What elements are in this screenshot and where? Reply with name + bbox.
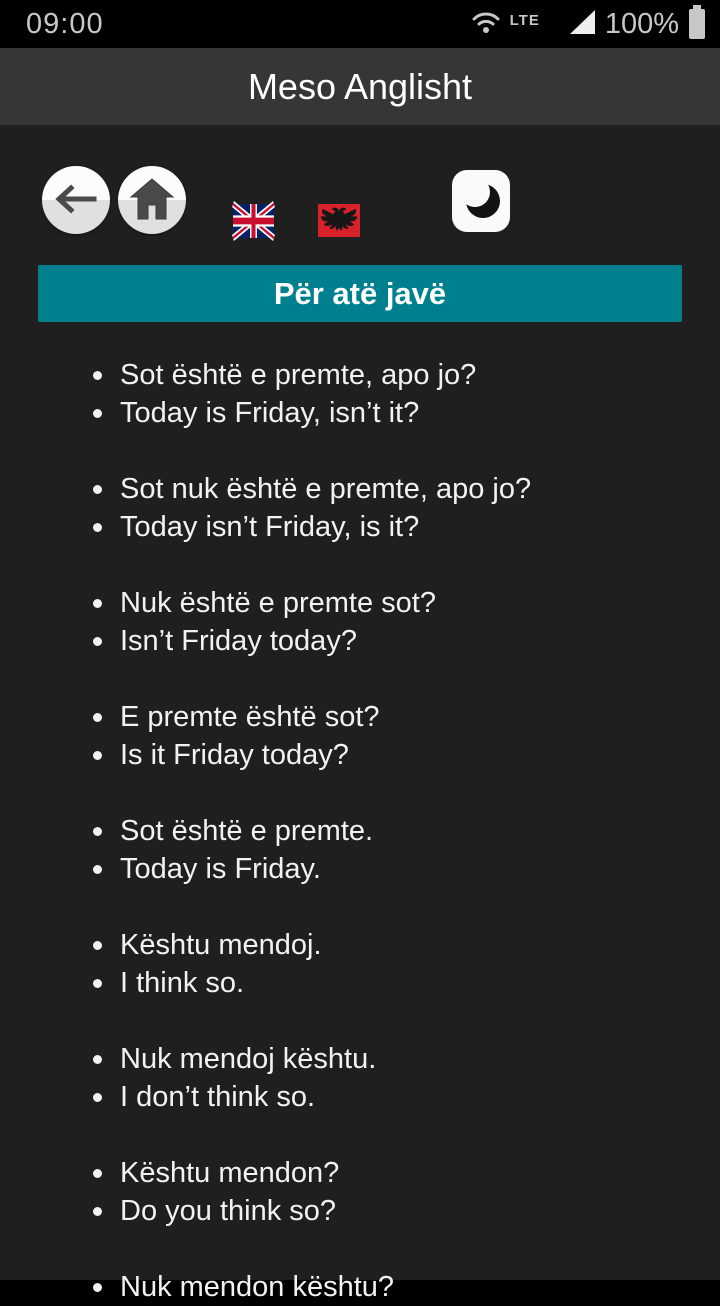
bullet-icon <box>93 1207 102 1216</box>
home-button[interactable] <box>118 166 186 234</box>
uk-flag-icon <box>233 204 274 238</box>
phrase-item-english <box>93 736 700 774</box>
phrase-text-albanian: Nuk mendoj kështu. <box>120 1043 377 1075</box>
bullet-icon <box>93 1283 102 1292</box>
bullet-icon <box>93 1055 102 1064</box>
phrase-item-albanian <box>93 698 700 736</box>
bullet-icon <box>93 599 102 608</box>
status-time: 09:00 <box>26 7 104 40</box>
app-bar <box>0 48 720 125</box>
page-title: Meso Anglisht <box>247 65 473 107</box>
bullet-icon <box>93 409 102 418</box>
phrase-pair <box>0 1040 720 1116</box>
lte-label: LTE <box>509 11 540 29</box>
albania-flag-icon <box>318 204 360 237</box>
bullet-icon <box>93 637 102 646</box>
phrase-text-english: Today is Friday. <box>120 853 321 885</box>
bullet-icon <box>93 979 102 988</box>
phrase-list <box>0 356 720 1306</box>
phrase-pair <box>0 926 720 1002</box>
bullet-icon <box>93 751 102 760</box>
phrase-item-albanian <box>93 470 700 508</box>
phrase-item-english <box>93 1192 700 1230</box>
phrase-pair <box>0 584 720 660</box>
phrase-pair <box>0 1268 720 1306</box>
bullet-icon <box>93 941 102 950</box>
albanian-language-button[interactable] <box>318 204 360 237</box>
home-icon <box>129 177 175 224</box>
bullet-icon <box>93 865 102 874</box>
phrase-text-english: I don’t think so. <box>120 1081 316 1113</box>
phrase-text-english: Today is Friday, isn’t it? <box>120 397 420 429</box>
bullet-icon <box>93 523 102 532</box>
phrase-text-english: Today isn’t Friday, is it? <box>120 511 420 543</box>
phrase-text-albanian: Nuk mendon kështu? <box>120 1271 395 1303</box>
bullet-icon <box>93 1093 102 1102</box>
phrase-item-albanian <box>93 926 700 964</box>
bullet-icon <box>93 371 102 380</box>
phrase-item-albanian <box>93 1154 700 1192</box>
phrase-text-albanian: Kështu mendoj. <box>120 929 322 961</box>
phrase-text-english: Is it Friday today? <box>120 739 349 771</box>
phrase-pair <box>0 1154 720 1230</box>
phrase-text-albanian: Sot është e premte. <box>120 815 374 847</box>
phrase-item-albanian <box>93 812 700 850</box>
dark-mode-button[interactable] <box>452 170 510 232</box>
phrase-text-albanian: Kështu mendon? <box>120 1157 340 1189</box>
section-title: Për atë javë <box>273 275 447 311</box>
status-bar <box>0 0 720 48</box>
phrase-pair <box>0 812 720 888</box>
phrase-text-english: Do you think so? <box>120 1195 337 1227</box>
phrase-item-english <box>93 394 700 432</box>
english-language-button[interactable] <box>233 204 274 238</box>
phrase-item-english <box>93 622 700 660</box>
phrase-pair <box>0 356 720 432</box>
bullet-icon <box>93 713 102 722</box>
phrase-text-albanian: Sot është e premte, apo jo? <box>120 359 477 391</box>
back-arrow-icon <box>54 184 98 217</box>
phrase-item-english <box>93 508 700 546</box>
bullet-icon <box>93 827 102 836</box>
phrase-text-albanian: Sot nuk është e premte, apo jo? <box>120 473 532 505</box>
phrase-item-english <box>93 964 700 1002</box>
battery-icon <box>688 5 706 44</box>
phrase-item-albanian <box>93 356 700 394</box>
phrase-item-english <box>93 1078 700 1116</box>
moon-icon <box>459 177 503 226</box>
phrase-pair <box>0 470 720 546</box>
phrase-item-albanian <box>93 1268 700 1306</box>
section-banner <box>38 265 682 322</box>
wifi-icon <box>471 10 501 39</box>
toolbar <box>42 166 720 240</box>
phrase-item-english <box>93 850 700 888</box>
phrase-item-albanian <box>93 584 700 622</box>
phrase-text-english: I think so. <box>120 967 245 999</box>
back-button[interactable] <box>42 166 110 234</box>
phrase-text-english: Isn’t Friday today? <box>120 625 357 657</box>
phrase-text-albanian: Nuk është e premte sot? <box>120 587 436 619</box>
status-icons <box>471 5 706 44</box>
bullet-icon <box>93 1169 102 1178</box>
bullet-icon <box>93 485 102 494</box>
signal-strength-icon <box>568 9 596 40</box>
phrase-text-albanian: E premte është sot? <box>120 701 380 733</box>
battery-percent: 100% <box>604 7 679 40</box>
phrase-pair <box>0 698 720 774</box>
phrase-item-albanian <box>93 1040 700 1078</box>
